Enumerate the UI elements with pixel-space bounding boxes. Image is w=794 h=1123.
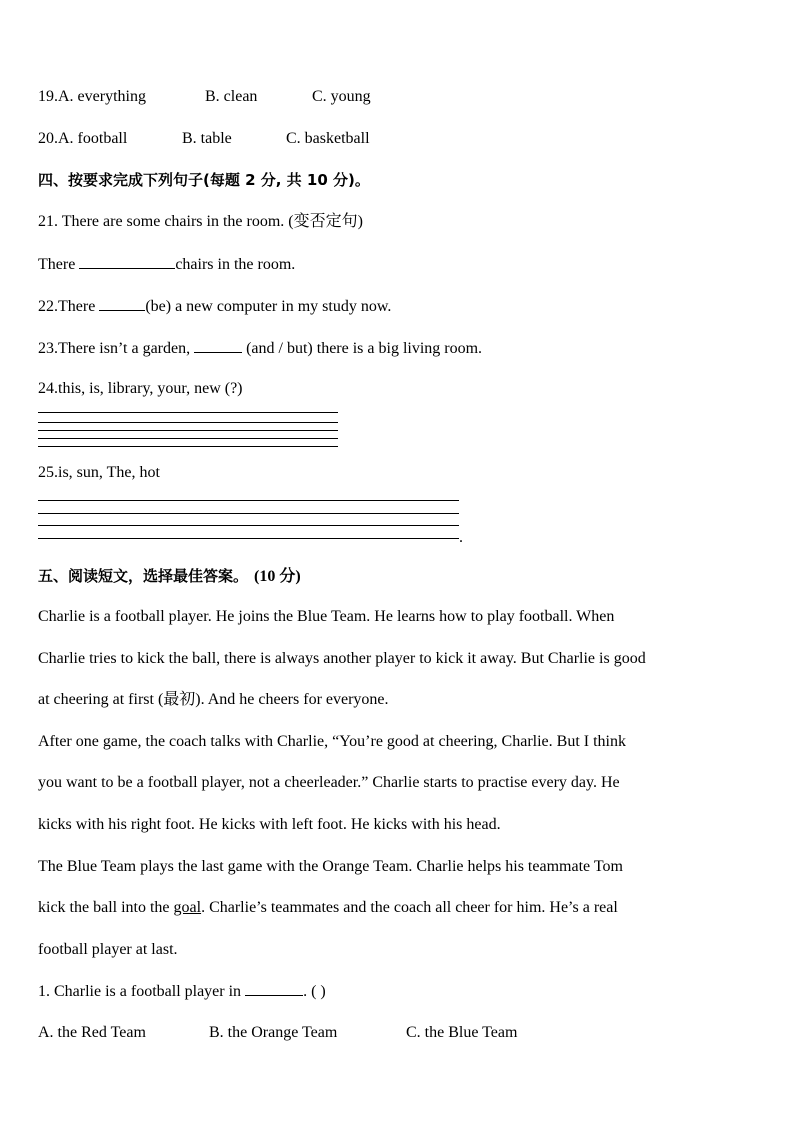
passage-p2-line3: kicks with his right foot. He kicks with left foot. He kicks with his head. <box>38 816 501 833</box>
passage-p1-line2: Charlie tries to kick the ball, there is always another player to kick it away. But Charlie is good <box>38 650 646 667</box>
q20-option-b: B. table <box>182 130 232 147</box>
reading-question-1-options <box>38 1023 517 1043</box>
q22-blank[interactable] <box>99 296 145 311</box>
question-21-answer-line <box>38 254 295 275</box>
passage-underlined-word: goal <box>173 899 202 916</box>
section-5-score: (10 分) <box>254 568 301 585</box>
q22-suffix: (be) a new computer in my study now. <box>145 298 392 315</box>
q19-number: 19. <box>38 88 58 105</box>
passage-p3-line2-prefix: kick the ball into the <box>38 899 174 916</box>
q20-option-c: C. basketball <box>286 130 370 147</box>
q22-prefix: There <box>58 298 100 315</box>
rq1-end: . ( ) <box>303 983 326 1000</box>
rq1-text: 1. Charlie is a football player in <box>38 983 246 1000</box>
q23-blank[interactable] <box>194 338 242 353</box>
q24-text: this, is, library, your, new (?) <box>58 380 243 397</box>
q21-answer-suffix: chairs in the room. <box>175 256 296 273</box>
passage-p3-line2-suffix: . Charlie’s teammates and the coach all cheer for him. He’s a real <box>201 899 618 916</box>
q25-end-period: . <box>459 529 463 546</box>
q20-number: 20. <box>38 130 58 147</box>
passage-p3-line2 <box>38 898 618 918</box>
q23-number: 23. <box>38 340 58 357</box>
rq1-blank[interactable] <box>245 981 303 996</box>
q24-answer-rule-5[interactable] <box>38 446 338 447</box>
q22-number: 22. <box>38 298 58 315</box>
q21-blank[interactable] <box>79 254 175 269</box>
passage-p1-line1: Charlie is a football player. He joins the Blue Team. He learns how to play football. When <box>38 608 615 625</box>
passage-p2-line1: After one game, the coach talks with Charlie, “You’re good at cheering, Charlie. But I think <box>38 733 626 750</box>
q21-text: . There are some chairs in the room. (变否定句) <box>54 213 363 230</box>
q24-answer-rule-3[interactable] <box>38 430 338 431</box>
rq1-option-a: A. the Red Team <box>38 1024 146 1041</box>
q23-prefix: There isn’t a garden, <box>58 340 195 357</box>
q25-number: 25. <box>38 464 58 481</box>
passage-p3-line1: The Blue Team plays the last game with the Orange Team. Charlie helps his teammate Tom <box>38 858 623 875</box>
section-4-heading: 四、按要求完成下列句子(每题 2 分, 共 10 分)。 <box>38 171 370 189</box>
q19-option-a: A. everything <box>58 88 146 105</box>
q25-answer-rule-2[interactable] <box>38 513 459 514</box>
rq1-option-b: B. the Orange Team <box>209 1024 338 1041</box>
q24-answer-rule-2[interactable] <box>38 422 338 423</box>
q24-number: 24. <box>38 380 58 397</box>
q21-number: 21 <box>38 213 54 230</box>
q19-option-b: B. clean <box>205 88 258 105</box>
question-25 <box>38 463 160 483</box>
q25-answer-rule-3[interactable] <box>38 525 459 526</box>
q25-answer-rule-1[interactable] <box>38 500 459 501</box>
question-20 <box>38 129 370 149</box>
q25-text: is, sun, The, hot <box>58 464 160 481</box>
q24-answer-rule-1[interactable] <box>38 412 338 413</box>
question-19 <box>38 87 371 107</box>
section-5-heading <box>38 566 301 587</box>
reading-question-1 <box>38 981 326 1002</box>
question-22 <box>38 296 391 317</box>
q20-option-a: A. football <box>58 130 128 147</box>
question-23 <box>38 338 482 359</box>
passage-p2-line2: you want to be a football player, not a cheerleader.” Charlie starts to practise every day. He <box>38 774 620 791</box>
section-5-title: 五、阅读短文，选择最佳答案。 <box>38 567 249 585</box>
question-21 <box>38 212 363 232</box>
question-24 <box>38 379 243 399</box>
q19-option-c: C. young <box>312 88 371 105</box>
rq1-option-c: C. the Blue Team <box>406 1024 518 1041</box>
q24-answer-rule-4[interactable] <box>38 438 338 439</box>
passage-p1-line3: at cheering at first (最初). And he cheers for everyone. <box>38 691 389 708</box>
passage-p3-line3: football player at last. <box>38 941 178 958</box>
q21-answer-prefix: There <box>38 256 80 273</box>
q25-answer-rule-4[interactable] <box>38 538 459 539</box>
q23-suffix: (and / but) there is a big living room. <box>242 340 483 357</box>
